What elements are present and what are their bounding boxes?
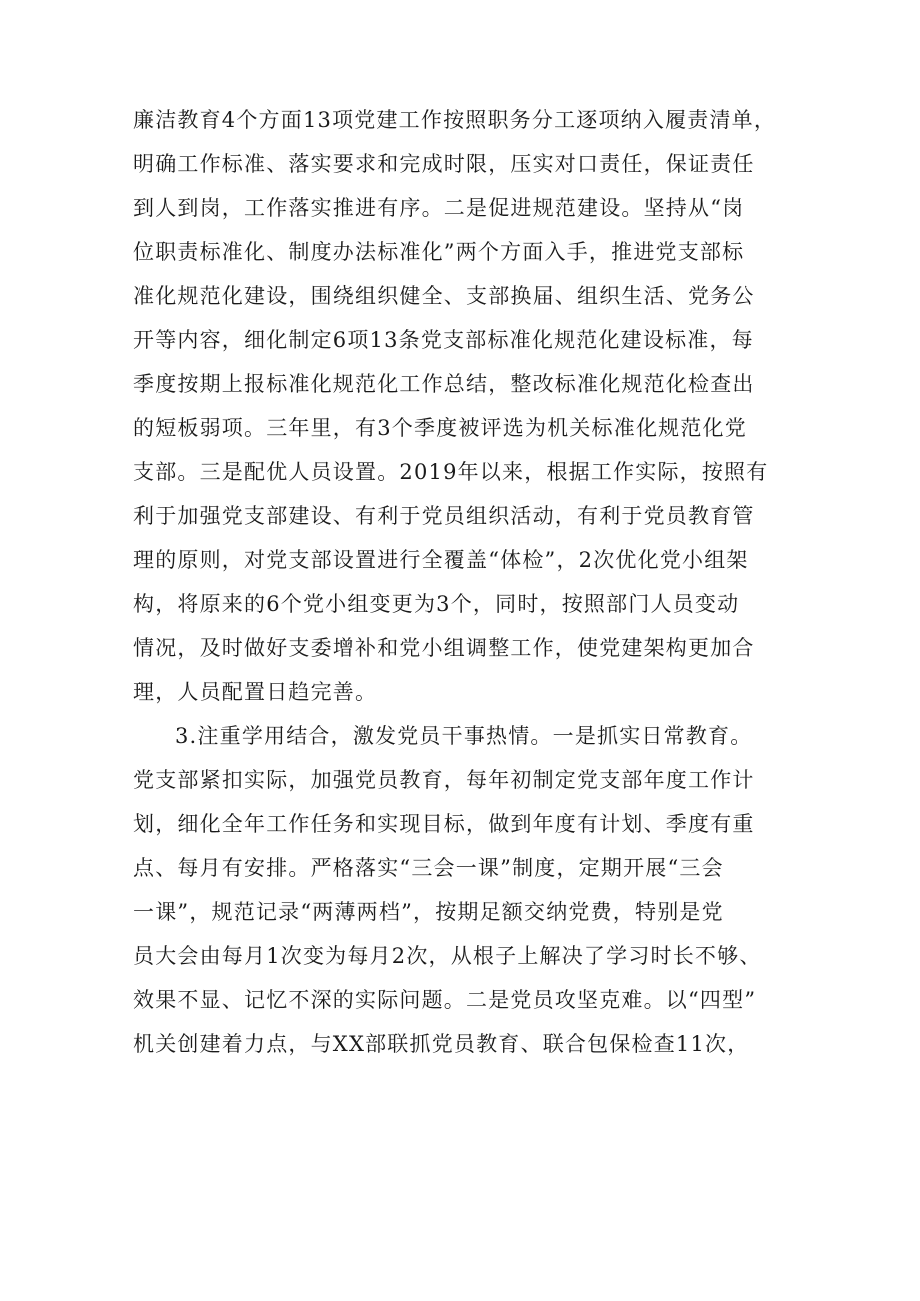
text-line: 构，将原来的6个党小组变更为3个，同时，按照部门人员变动 (133, 592, 740, 616)
text-line: 理的原则，对党支部设置进行全覆盖“体检”，2次优化党小组架 (133, 548, 749, 572)
text-line: 明确工作标准、落实要求和完成时限，压实对口责任，保证责任 (133, 152, 755, 176)
text-line: 的短板弱项。三年里，有3个季度被评选为机关标准化规范化党 (133, 416, 747, 440)
text-line: 理，人员配置日趋完善。 (133, 680, 378, 704)
text-line: 划，细化全年工作任务和实现目标，做到年度有计划、季度有重 (133, 812, 755, 836)
text-line: 效果不显、记忆不深的实际问题。二是党员攻坚克难。以“四型” (133, 988, 757, 1012)
text-line: 利于加强党支部建设、有利于党员组织活动，有利于党员教育管 (133, 504, 755, 528)
text-line: 位职责标准化、制度办法标准化”两个方面入手，推进党支部标 (133, 240, 745, 264)
section-heading-line: 3.注重学用结合，激发党员干事热情。一是抓实日常教育。 (175, 724, 753, 748)
text-line: 员大会由每月1次变为每月2次，从根子上解决了学习时长不够、 (133, 944, 762, 968)
text-line: 到人到岗，工作落实推进有序。二是促进规范建设。坚持从“岗 (133, 196, 745, 220)
text-line: 情况，及时做好支委增补和党小组调整工作，使党建架构更加合 (133, 636, 755, 660)
text-line: 一课”，规范记录“两薄两档”，按期足额交纳党费，特别是党 (133, 900, 724, 924)
document-body (133, 98, 813, 1066)
text-line: 点、每月有安排。严格落实“三会一课”制度，定期开展“三会 (133, 856, 724, 880)
text-line: 支部。三是配优人员设置。2019年以来，根据工作实际，按照有 (133, 460, 769, 484)
text-line: 廉洁教育4个方面13项党建工作按照职务分工逐项纳入履责清单， (133, 108, 777, 132)
text-line: 准化规范化建设，围绕组织健全、支部换届、组织生活、党务公 (133, 284, 755, 308)
text-line: 季度按期上报标准化规范化工作总结，整改标准化规范化检查出 (133, 372, 755, 396)
text-line: 机关创建着力点，与XX部联抓党员教育、联合包保检查11次， (133, 1032, 750, 1056)
text-line: 党支部紧扣实际，加强党员教育，每年初制定党支部年度工作计 (133, 768, 755, 792)
text-line: 开等内容，细化制定6项13条党支部标准化规范化建设标准，每 (133, 328, 754, 352)
